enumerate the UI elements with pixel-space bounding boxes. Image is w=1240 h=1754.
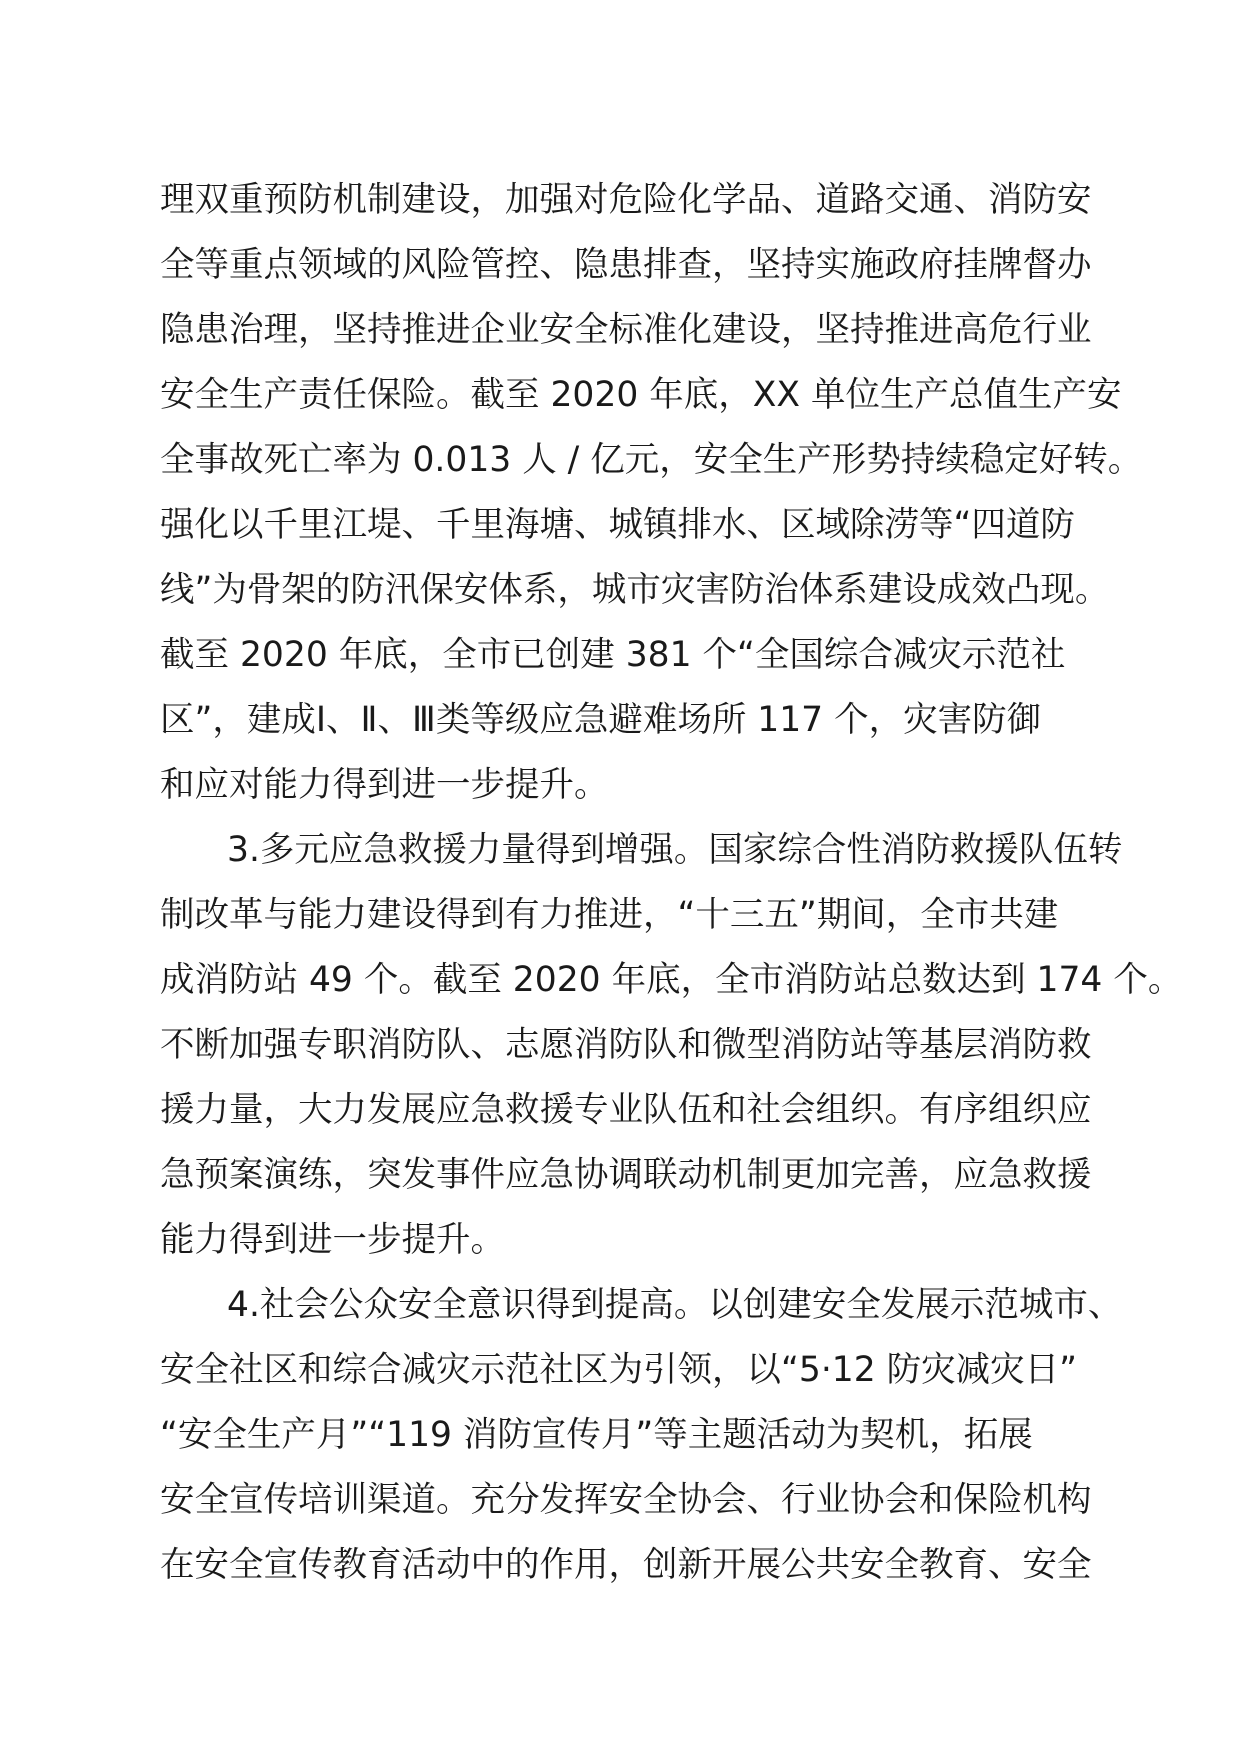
text-line-16: 急预案演练，突发事件应急协调联动机制更加完善，应急救援	[160, 1155, 1092, 1195]
text-line-22: 在安全宣传教育活动中的作用，创新开展公共安全教育、安全	[160, 1545, 1092, 1585]
text-line-12: 制改革与能力建设得到有力推进，“十三五”期间，全市共建	[160, 895, 1059, 935]
section-4-heading-line: 4.社会公众安全意识得到提高。以创建安全发展示范城市、	[227, 1285, 1123, 1325]
text-line-13: 成消防站 49 个。截至 2020 年底，全市消防站总数达到 174 个。	[160, 960, 1183, 1000]
text-line-15: 援力量，大力发展应急救援专业队伍和社会组织。有序组织应	[160, 1090, 1092, 1130]
text-line-3: 隐患治理，坚持推进企业安全标准化建设，坚持推进高危行业	[160, 310, 1092, 350]
section-3-heading-line: 3.多元应急救援力量得到增强。国家综合性消防救援队伍转	[227, 830, 1123, 870]
text-line-7: 线”为骨架的防汛保安体系，城市灾害防治体系建设成效凸现。	[160, 570, 1110, 610]
text-line-14: 不断加强专职消防队、志愿消防队和微型消防站等基层消防救	[160, 1025, 1092, 1065]
text-line-9: 区”，建成Ⅰ、Ⅱ、Ⅲ类等级应急避难场所 117 个，灾害防御	[160, 700, 1042, 740]
text-line-5: 全事故死亡率为 0.013 人 / 亿元，安全生产形势持续稳定好转。	[160, 440, 1143, 480]
text-line-8: 截至 2020 年底，全市已创建 381 个“全国综合减灾示范社	[160, 635, 1066, 675]
body-text	[160, 168, 1183, 1598]
text-line-4: 安全生产责任保险。截至 2020 年底，XX 单位生产总值生产安	[160, 375, 1122, 415]
text-line-10: 和应对能力得到进一步提升。	[160, 765, 609, 805]
text-line-2: 全等重点领域的风险管控、隐患排查，坚持实施政府挂牌督办	[160, 245, 1092, 285]
text-line-21: 安全宣传培训渠道。充分发挥安全协会、行业协会和保险机构	[160, 1480, 1092, 1520]
text-line-1: 理双重预防机制建设，加强对危险化学品、道路交通、消防安	[160, 180, 1092, 220]
text-line-17: 能力得到进一步提升。	[160, 1220, 505, 1260]
text-line-6: 强化以千里江堤、千里海塘、城镇排水、区域除涝等“四道防	[160, 505, 1075, 545]
text-line-20: “安全生产月”“119 消防宣传月”等主题活动为契机，拓展	[160, 1415, 1033, 1455]
text-line-19: 安全社区和综合减灾示范社区为引领，以“5·12 防灾减灾日”	[160, 1350, 1078, 1390]
